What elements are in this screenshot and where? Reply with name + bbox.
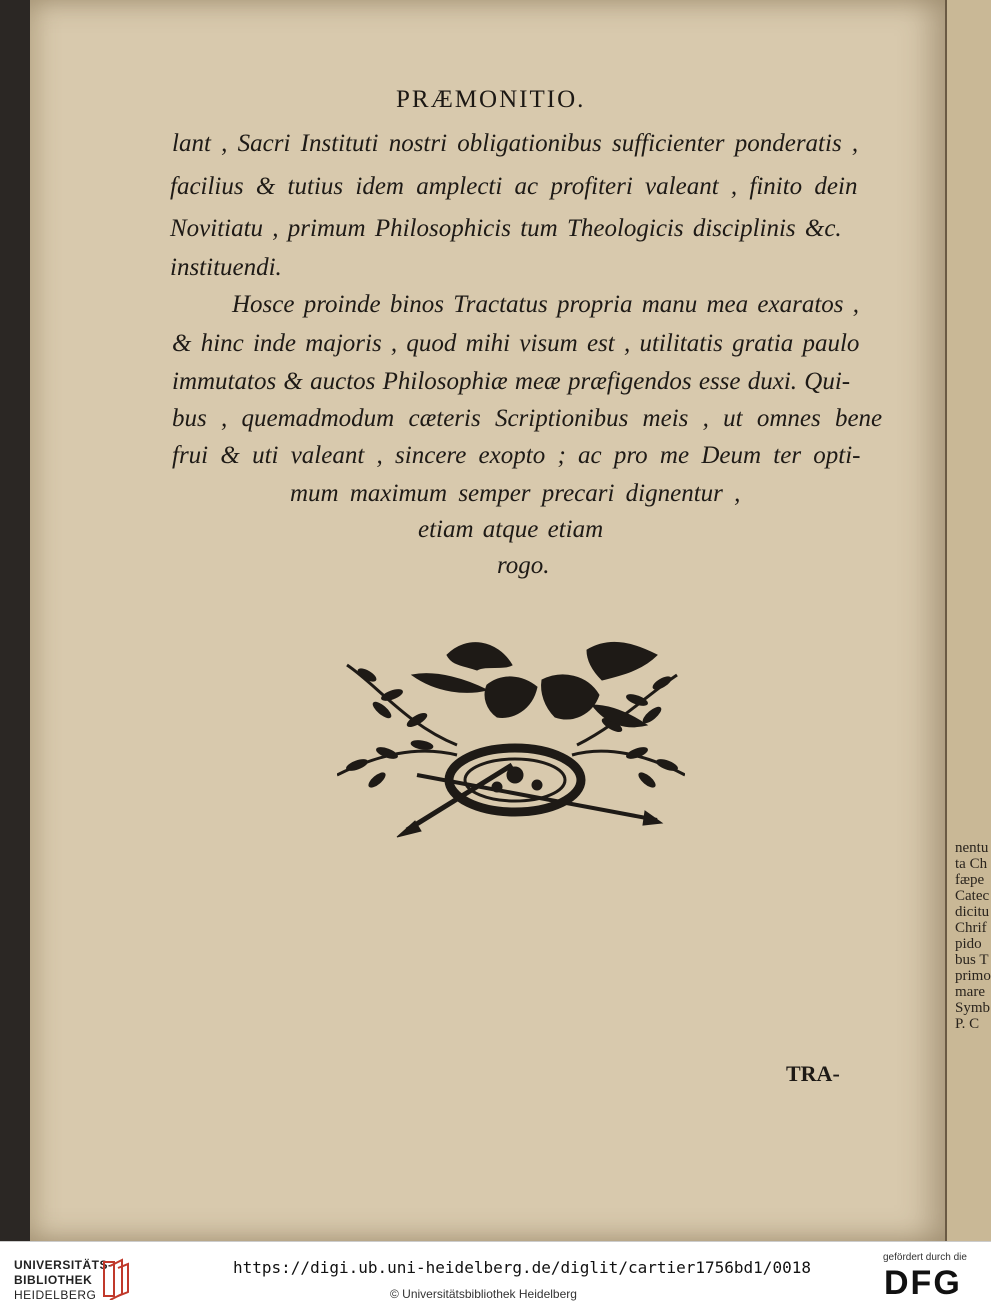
text-line: frui & uti valeant , sincere exopto ; ac pro me Deum ter opti- [172,442,861,469]
page-header: PRÆMONITIO. [396,86,586,113]
text-line: Novitiatu , primum Philosophicis tum Theologicis disciplinis &c. [170,215,842,242]
text-line: mum maximum semper precari dignentur , [290,480,741,507]
library-name-line3: HEIDELBERG [14,1288,97,1302]
doves-wreath-ornament [337,625,685,840]
permalink-url[interactable]: https://digi.ub.uni-heidelberg.de/diglit/cartier1756bd1/0018 [233,1258,811,1277]
text-line: instituendi. [170,254,282,281]
text-line: immutatos & auctos Philosophiæ meæ præfigendos esse duxi. Qui- [172,368,851,395]
text-line: lant , Sacri Instituti nostri obligationibus sufficienter ponderatis , [172,130,859,157]
ub-logo-icon [100,1258,132,1300]
text-line: & hinc inde majoris , quod mihi visum est , utilitatis gratia paulo [172,330,860,357]
catchword: TRA- [786,1061,840,1086]
ub-heidelberg-logo[interactable] [14,1258,113,1303]
copyright-notice: © Universitätsbibliothek Heidelberg [390,1287,577,1301]
text-line: rogo. [497,552,550,579]
funding-note: gefördert durch die [883,1252,967,1263]
dfg-logo[interactable]: DFG [884,1264,962,1302]
text-line: bus , quemadmodum cæteris Scriptionibus meis , ut omnes bene [172,405,883,432]
facing-page-text: nentu ta Ch fæpe Catec dicitu Chrif pido bus T primo mare Symb P. C [955,840,991,1032]
facing-page-edge [945,0,991,1241]
text-line: Hosce proinde binos Tractatus propria manu mea exaratos , [232,291,859,318]
library-name-line1: UNIVERSITÄTS- [14,1258,113,1272]
library-name-line2: BIBLIOTHEK [14,1273,93,1287]
text-line: etiam atque etiam [418,516,604,543]
text-line: facilius & tutius idem amplecti ac profiteri valeant , finito dein [170,173,858,200]
footer-bar [0,1241,991,1314]
